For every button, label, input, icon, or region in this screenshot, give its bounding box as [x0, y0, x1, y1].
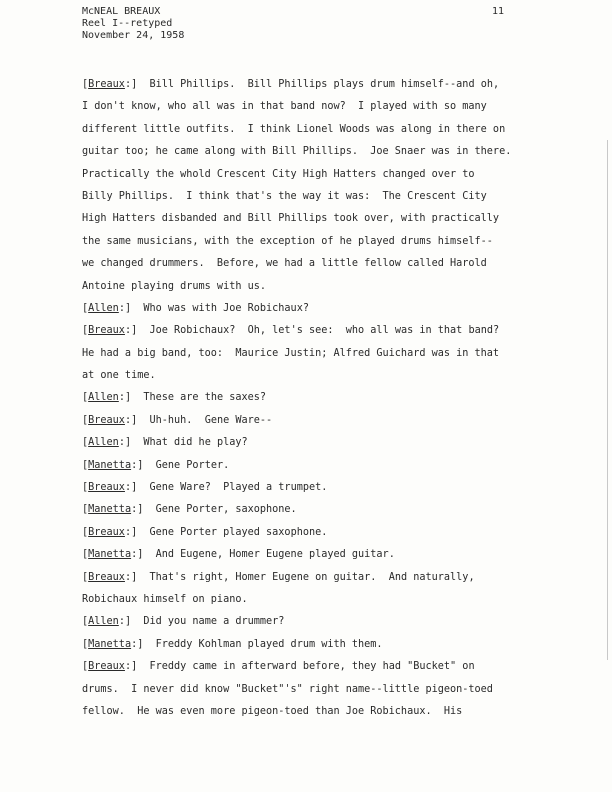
line-text: guitar too; he came along with Bill Phillips. Joe Snaer was in there. — [82, 146, 512, 158]
bracket-close: :] — [124, 661, 138, 673]
speaker-label: Manetta — [88, 638, 132, 650]
bracket-close: :] — [131, 459, 144, 471]
speaker-label: Manetta — [88, 549, 132, 561]
transcript-line — [82, 477, 562, 499]
bracket-close: :] — [124, 79, 138, 90]
line-text: Joe Robichaux? Oh, let's see: who all was in that band? — [137, 325, 500, 337]
bracket-close: :] — [118, 437, 132, 449]
transcript-line — [82, 544, 562, 566]
line-text: Did you name a drummer? — [131, 616, 285, 628]
transcript-line — [82, 231, 562, 253]
line-text: we changed drummers. Before, we had a little fellow called Harold — [82, 258, 487, 270]
line-text: Uh-huh. Gene Ware-- — [137, 414, 273, 426]
transcript-line — [82, 499, 562, 521]
bracket-open: [ — [82, 414, 89, 426]
speaker-label: Allen — [88, 616, 119, 628]
speaker-label: Breaux — [88, 482, 125, 494]
bracket-close: :] — [124, 526, 138, 538]
speaker-label: Manetta — [88, 504, 132, 516]
bracket-close: :] — [124, 482, 138, 494]
bracket-open: [ — [82, 661, 89, 673]
line-text: High Hatters disbanded and Bill Phillips took over, with practically — [82, 213, 500, 225]
line-text: different little outfits. I think Lionel Woods was along in there on — [82, 123, 506, 135]
bracket-open: [ — [82, 571, 89, 583]
transcript-line — [82, 320, 562, 342]
interviewee-name: McNEAL BREAUX — [82, 6, 161, 17]
speaker-label: Breaux — [88, 526, 125, 538]
line-text: at one time. — [82, 370, 156, 382]
bracket-open: [ — [82, 549, 89, 561]
line-text: Who was with Joe Robichaux? — [131, 302, 309, 314]
scan-edge-line — [607, 140, 608, 660]
bracket-close: :] — [118, 392, 132, 404]
speaker-label: Breaux — [88, 79, 125, 90]
transcript-line — [82, 589, 562, 611]
transcript-line — [82, 701, 562, 723]
line-text: Freddy Kohlman played drum with them. — [143, 638, 383, 650]
bracket-close: :] — [118, 302, 132, 314]
transcript-line — [82, 455, 562, 477]
transcript-line — [82, 186, 562, 208]
bracket-open: [ — [82, 459, 89, 471]
transcript-line — [82, 611, 562, 633]
transcript-line — [82, 74, 562, 96]
interview-date: November 24, 1958 — [82, 30, 185, 41]
transcript-line — [82, 276, 562, 298]
line-text: Antoine playing drums with us. — [82, 280, 267, 292]
line-text: drums. I never did know "Bucket"'s" right name--little pigeon-toed — [82, 683, 493, 695]
line-text: Robichaux himself on piano. — [82, 593, 248, 605]
transcript-line — [82, 96, 562, 118]
transcript-line — [82, 522, 562, 544]
transcript-line — [82, 567, 562, 589]
bracket-open: [ — [82, 504, 89, 516]
line-text: I don't know, who all was in that band now? I played with so many — [82, 101, 487, 113]
line-text: And Eugene, Homer Eugene played guitar. — [143, 549, 395, 561]
transcript-line — [82, 208, 562, 230]
speaker-label: Breaux — [88, 325, 125, 337]
transcript-line — [82, 656, 562, 678]
bracket-close: :] — [124, 325, 138, 337]
line-text: Bill Phillips. Bill Phillips plays drum himself--and oh, — [137, 79, 500, 90]
transcript-body — [82, 74, 562, 723]
bracket-close: :] — [131, 638, 144, 650]
line-text: What did he play? — [131, 437, 248, 449]
line-text: the same musicians, with the exception of he played drums himself-- — [82, 235, 493, 247]
transcript-line — [82, 253, 562, 275]
transcript-line — [82, 432, 562, 454]
bracket-close: :] — [118, 616, 132, 628]
transcript-line — [82, 679, 562, 701]
bracket-open: [ — [82, 616, 89, 628]
line-text: Freddy came in afterward before, they had "Bucket" on — [137, 661, 475, 673]
bracket-close: :] — [124, 414, 138, 426]
page-number: 11 — [492, 6, 505, 17]
transcript-line — [82, 634, 562, 656]
bracket-open: [ — [82, 392, 89, 404]
line-text: Gene Porter. — [143, 459, 230, 471]
reel-label: Reel I--retyped — [82, 18, 173, 29]
line-text: fellow. He was even more pigeon-toed than Joe Robichaux. His — [82, 705, 463, 717]
line-text: These are the saxes? — [131, 392, 267, 404]
speaker-label: Breaux — [88, 414, 125, 426]
transcript-line — [82, 387, 562, 409]
bracket-close: :] — [131, 549, 144, 561]
speaker-label: Allen — [88, 302, 119, 314]
bracket-open: [ — [82, 302, 89, 314]
line-text: Gene Ware? Played a trumpet. — [137, 482, 328, 494]
transcript-line — [82, 164, 562, 186]
line-text: That's right, Homer Eugene on guitar. And naturally, — [137, 571, 475, 583]
transcript-line — [82, 119, 562, 141]
bracket-open: [ — [82, 526, 89, 538]
line-text: Billy Phillips. I think that's the way it was: The Crescent City — [82, 190, 487, 202]
transcript-line — [82, 343, 562, 365]
bracket-close: :] — [131, 504, 144, 516]
speaker-label: Allen — [88, 392, 119, 404]
line-text: He had a big band, too: Maurice Justin; Alfred Guichard was in that — [82, 347, 500, 359]
speaker-label: Allen — [88, 437, 119, 449]
document-header — [82, 6, 184, 42]
transcript-line — [82, 141, 562, 163]
transcript-line — [82, 410, 562, 432]
transcript-line — [82, 365, 562, 387]
bracket-open: [ — [82, 482, 89, 494]
bracket-open: [ — [82, 437, 89, 449]
bracket-open: [ — [82, 79, 89, 90]
speaker-label: Breaux — [88, 661, 125, 673]
bracket-close: :] — [124, 571, 138, 583]
bracket-open: [ — [82, 638, 89, 650]
bracket-open: [ — [82, 325, 89, 337]
line-text: Practically the whold Crescent City High Hatters changed over to — [82, 168, 475, 180]
transcript-line — [82, 298, 562, 320]
speaker-label: Breaux — [88, 571, 125, 583]
line-text: Gene Porter played saxophone. — [137, 526, 328, 538]
speaker-label: Manetta — [88, 459, 132, 471]
line-text: Gene Porter, saxophone. — [143, 504, 297, 516]
